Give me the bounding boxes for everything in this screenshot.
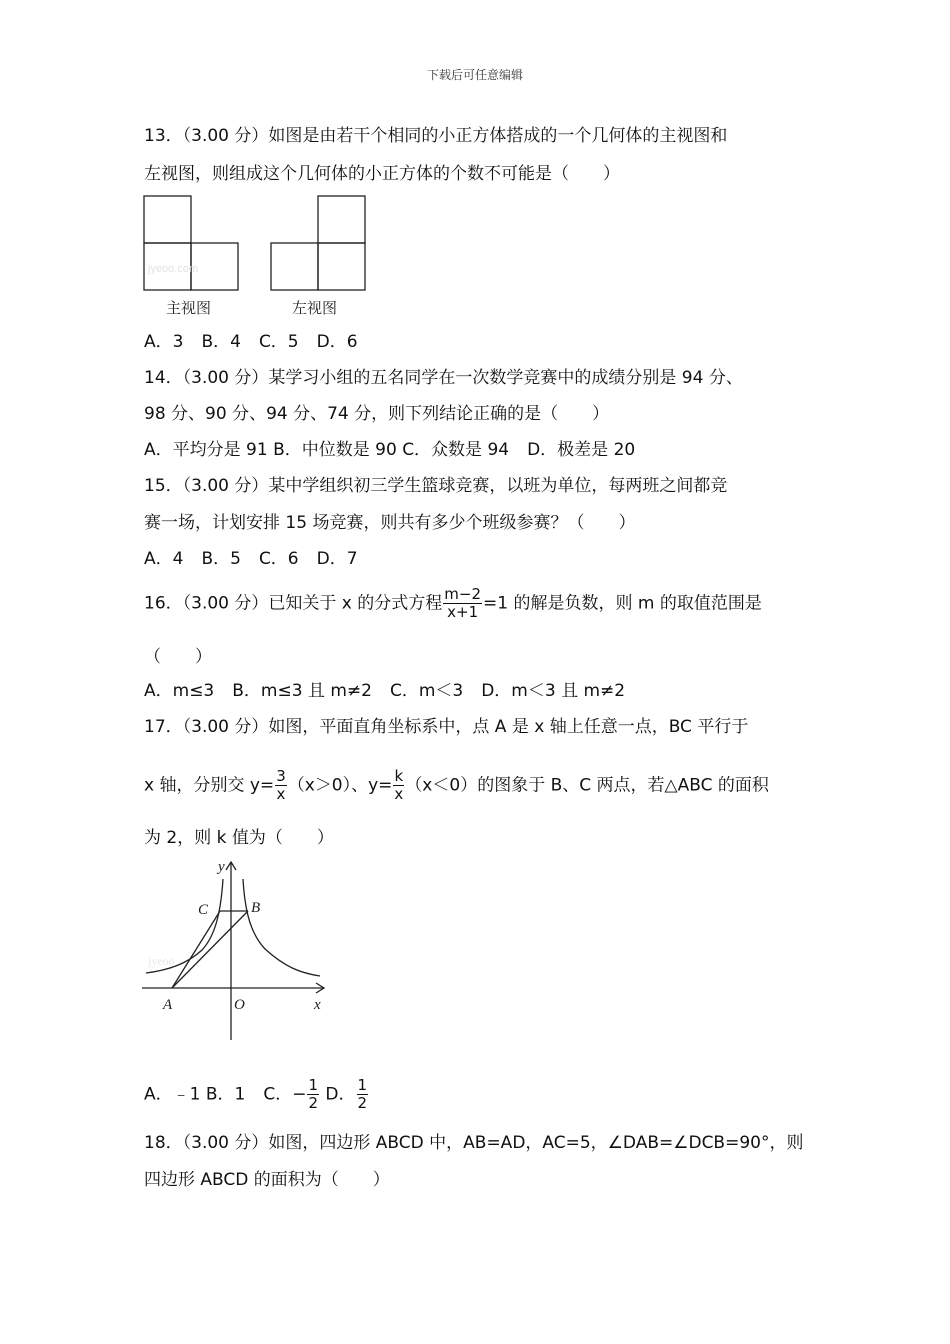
q16-fraction	[443, 586, 482, 621]
q17-text-a: x 轴，分别交 y=	[144, 775, 275, 796]
q15-option-c: C．6	[258, 549, 299, 569]
q17-fraction-2-numerator: k	[394, 767, 404, 785]
q17-line2	[144, 768, 769, 803]
q18-line1: 18．（3.00 分）如图，四边形 ABCD 中，AB=AD，AC=5，∠DAB=∠DCB=90°，则	[144, 1133, 804, 1153]
q14-option-c: C．众数是 94	[402, 440, 510, 460]
q15-option-d: D．7	[316, 549, 358, 569]
page-header: 下载后可任意编辑	[426, 68, 523, 82]
q17-fraction-1	[275, 768, 287, 803]
left-view-top-square	[318, 196, 365, 243]
q15-option-b: B．5	[201, 549, 241, 569]
q17-option-d-fraction	[357, 1077, 369, 1112]
q16-line2: （ ）	[144, 647, 212, 667]
q15-line1: 15．（3.00 分）某中学组织初三学生篮球竞赛，以班为单位，每两班之间都竞	[144, 476, 728, 496]
q16-text-pre: 16．（3.00 分）已知关于 x 的分式方程	[144, 593, 443, 614]
label-O: O	[234, 997, 245, 1013]
q16-options	[144, 680, 625, 702]
front-view-label: 主视图	[166, 299, 212, 317]
q15-option-a: A．4	[144, 549, 184, 569]
q13-option-d: D．6	[316, 332, 358, 352]
q16-option-b: B．m≤3 且 m≠2	[232, 681, 372, 701]
q13-watermark: jyeoo.com	[148, 263, 199, 275]
q13-option-b: B．4	[201, 332, 241, 352]
q16-option-c: C．m＜3	[389, 681, 464, 701]
q17-option-d-prefix: D．	[325, 1084, 356, 1105]
q14-option-d: D．极差是 20	[527, 440, 636, 460]
q17-option-d-denominator: 2	[357, 1094, 368, 1112]
q13-views-figure	[140, 192, 380, 322]
q17-fraction-1-numerator: 3	[276, 767, 286, 785]
q17-graph-figure	[140, 855, 340, 1045]
left-view-bottom-right-square	[318, 243, 365, 290]
q17-line3: 为 2，则 k 值为（ ）	[144, 828, 334, 848]
q13-line1: 13．（3.00 分）如图是由若干个相同的小正方体搭成的一个几何体的主视图和	[144, 126, 728, 146]
graph-watermark: jyeoo	[148, 954, 175, 968]
q13-option-c: C．5	[258, 332, 299, 352]
segment-AB	[172, 911, 248, 988]
q14-option-a: A．平均分是 91	[144, 440, 268, 460]
q18-line2: 四边形 ABCD 的面积为（ ）	[144, 1170, 390, 1190]
q16-option-d: D．m＜3 且 m≠2	[481, 681, 626, 701]
q17-line1: 17．（3.00 分）如图，平面直角坐标系中，点 A 是 x 轴上任意一点，BC 平行于	[144, 717, 749, 737]
q17-text-b: （x＞0）、y=	[287, 775, 393, 796]
q17-option-d-numerator: 1	[357, 1076, 368, 1094]
q17-option-c-prefix: C．−	[263, 1084, 307, 1105]
label-B: B	[251, 900, 261, 916]
q14-line2: 98 分、90 分、94 分、74 分，则下列结论正确的是（ ）	[144, 404, 610, 424]
q17-option-c-fraction	[307, 1077, 319, 1112]
q15-line2: 赛一场，计划安排 15 场竞赛，则共有多少个班级参赛？（ ）	[144, 513, 636, 533]
label-A: A	[163, 997, 173, 1013]
q17-option-c-denominator: 2	[308, 1094, 319, 1112]
q13-options	[144, 331, 358, 353]
left-view-bottom-left-square	[271, 243, 318, 290]
segment-AC	[172, 911, 220, 988]
q17-fraction-1-denominator: x	[276, 785, 286, 803]
q15-options	[144, 548, 358, 570]
q17-text-c: （x＜0）的图象于 B、C 两点，若△ABC 的面积	[405, 775, 769, 796]
q17-fraction-2-denominator: x	[394, 785, 404, 803]
q17-option-c-numerator: 1	[308, 1076, 319, 1094]
curve-y-3-over-x	[243, 879, 320, 976]
q17-options	[144, 1077, 369, 1112]
q16-option-a: A．m≤3	[144, 681, 215, 701]
q16-fraction-numerator: m−2	[444, 585, 481, 603]
q13-option-a: A．3	[144, 332, 184, 352]
q16-text-post: =1 的解是负数，则 m 的取值范围是	[483, 593, 762, 614]
q16-fraction-denominator: x+1	[447, 603, 479, 621]
q17-option-a: A．﹣1	[144, 1084, 201, 1105]
left-view-label: 左视图	[292, 299, 338, 317]
front-view-top-square	[144, 196, 191, 243]
label-x: x	[314, 997, 321, 1013]
label-C: C	[198, 902, 209, 918]
q17-fraction-2	[393, 768, 404, 803]
label-y: y	[218, 859, 225, 875]
q14-option-b: B．中位数是 90	[273, 440, 397, 460]
q16-line1	[144, 586, 762, 621]
q14-line1: 14．（3.00 分）某学习小组的五名同学在一次数学竞赛中的成绩分别是 94 分、	[144, 368, 743, 388]
q13-line2: 左视图，则组成这个几何体的小正方体的个数不可能是（ ）	[144, 164, 620, 184]
q17-option-b: B．1	[205, 1084, 246, 1105]
q14-options	[144, 439, 635, 461]
